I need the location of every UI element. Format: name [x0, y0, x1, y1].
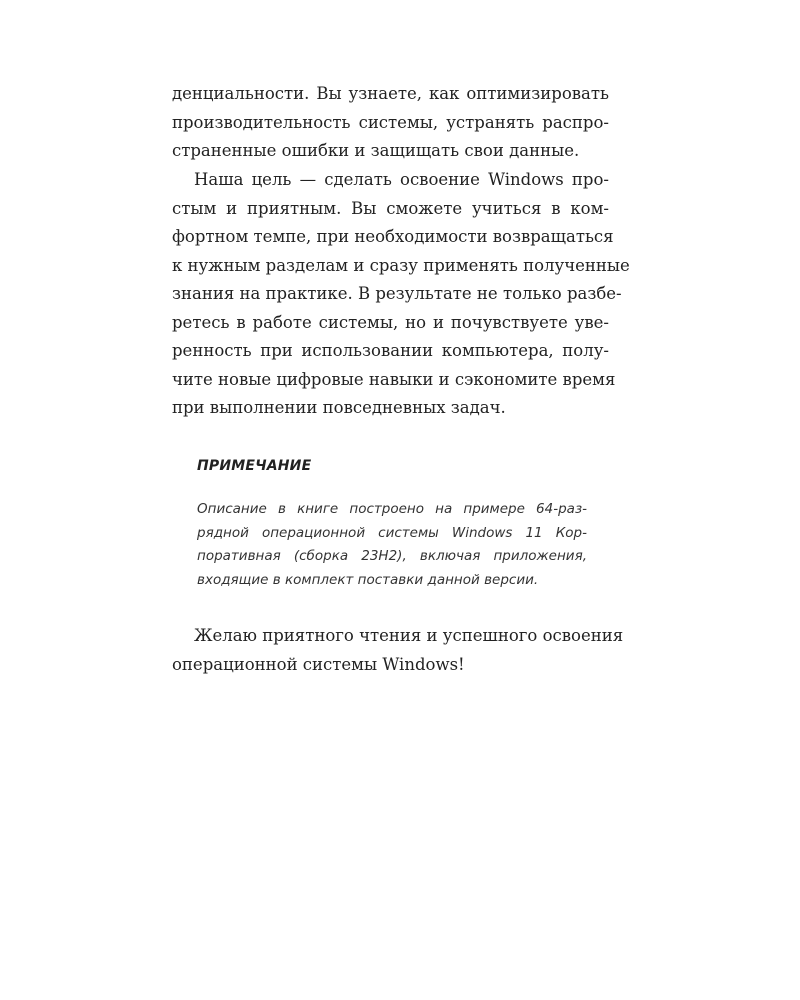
paragraph-line: чите новые цифровые навыки и сэкономите время	[172, 369, 616, 389]
paragraph-line: фортном темпе, при необходимости возвращаться	[172, 227, 614, 246]
paragraph-line: операционной системы Windows!	[172, 654, 465, 674]
note-line: поративная (сборка 23H2), включая приложения,	[197, 548, 587, 564]
note-title: ПРИМЕЧАНИЕ	[197, 458, 312, 474]
note-line: входящие в комплект поставки данной версии.	[197, 571, 539, 588]
paragraph-continuation	[172, 80, 609, 166]
paragraph-line: Наша цель — сделать освоение Windows про-	[194, 170, 609, 189]
paragraph-line: ренность при использовании компьютера, полу-	[172, 341, 609, 360]
paragraph-line: страненные ошибки и защищать свои данные.	[172, 141, 580, 160]
paragraph-line: денциальности. Вы узнаете, как оптимизировать	[172, 84, 609, 103]
paragraph-line: производительность системы, устранять распро-	[172, 112, 609, 132]
paragraph-line: стым и приятным. Вы сможете учиться в ком-	[172, 198, 609, 218]
note-line: рядной операционной системы Windows 11 Кор-	[197, 524, 587, 541]
paragraph-line: при выполнении повседневных задач.	[172, 398, 506, 417]
paragraph-line: ретесь в работе системы, но и почувствуете уве-	[172, 312, 609, 332]
paragraph-line: Желаю приятного чтения и успешного освоения	[194, 626, 624, 645]
paragraph-closing	[172, 622, 624, 679]
note-line: Описание в книге построено на примере 64-раз-	[197, 501, 587, 517]
paragraph-line: знания на практике. В результате не только разбе-	[172, 284, 622, 303]
paragraph-goal	[172, 166, 630, 423]
paragraph-line: к нужным разделам и сразу применять полученные	[172, 255, 630, 275]
note-body	[197, 498, 587, 592]
